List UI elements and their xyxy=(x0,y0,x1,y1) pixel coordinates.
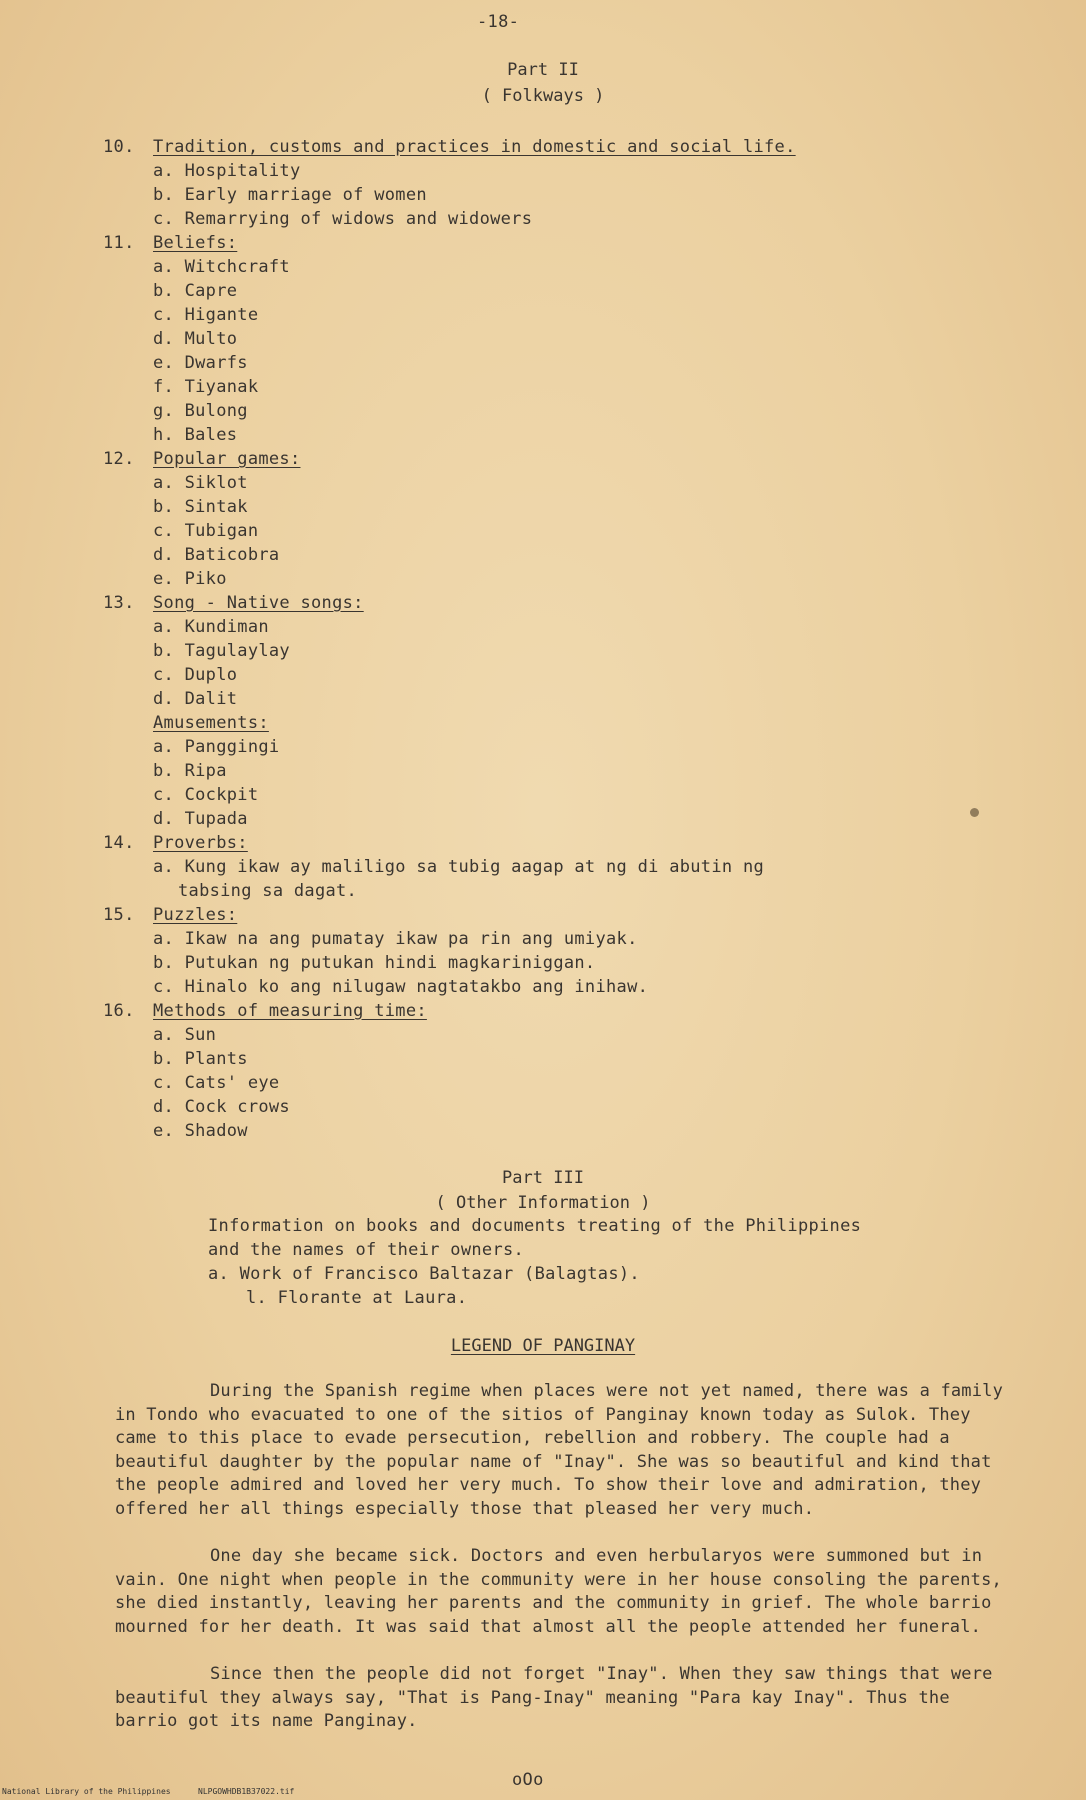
section-16-number: 16. xyxy=(103,1001,135,1021)
list-item: c. Higante xyxy=(153,305,259,325)
list-item: h. Bales xyxy=(153,425,238,445)
part3-intro-line-1: Information on books and documents treating of the Philippines xyxy=(208,1216,862,1236)
section-15-number: 15. xyxy=(103,905,135,925)
list-item: a. Siklot xyxy=(153,473,248,493)
legend-paragraph-1-text: During the Spanish regime when places were not yet named, there was a family in Tondo who evacuated to one of the sitios of Panginay known today as Sulok. They came to this place to evade persecution, rebellion and robbery. The couple had a beautiful daughter by the popular name of "Inay". She was so beautiful and kind that the people admired and loved her very much. To show their love and admiration, they offered her all things especially those that pleased her very much. xyxy=(115,1381,1004,1519)
list-item: b. Plants xyxy=(153,1049,248,1069)
list-item: d. Multo xyxy=(153,329,238,349)
section-14-heading: Proverbs: xyxy=(153,833,248,853)
list-item: a. Panggingi xyxy=(153,737,280,757)
list-item: a. Kundiman xyxy=(153,617,269,637)
list-item: b. Ripa xyxy=(153,761,227,781)
list-item: a. Ikaw na ang pumatay ikaw pa rin ang umiyak. xyxy=(153,929,638,949)
ink-blot xyxy=(970,808,979,817)
list-item: a. Witchcraft xyxy=(153,257,290,277)
list-item: d. Tupada xyxy=(153,809,248,829)
section-12-heading: Popular games: xyxy=(153,449,301,469)
list-item: c. Cockpit xyxy=(153,785,259,805)
part3-item-1: l. Florante at Laura. xyxy=(246,1288,468,1308)
amusements-heading: Amusements: xyxy=(153,713,269,733)
section-16-heading: Methods of measuring time: xyxy=(153,1001,427,1021)
legend-paragraph-2-text: One day she became sick. Doctors and even herbularyos were summoned but in vain. One night when people in the community were in her house consoling the parents, she died instantly, leaving her parents and the community in grief. The whole barrio mourned for her death. It was said that almost all the people attended her funeral. xyxy=(115,1546,1002,1637)
list-item: b. Early marriage of women xyxy=(153,185,427,205)
list-item: a. Kung ikaw ay maliligo sa tubig aagap at ng di abutin ng xyxy=(153,857,765,877)
legend-paragraph-2 xyxy=(115,1545,1015,1639)
section-12-number: 12. xyxy=(103,449,135,469)
section-10-number: 10. xyxy=(103,137,135,157)
list-item: b. Sintak xyxy=(153,497,248,517)
list-item: e. Shadow xyxy=(153,1121,248,1141)
section-15-heading: Puzzles: xyxy=(153,905,238,925)
section-13-heading: Song - Native songs: xyxy=(153,593,364,613)
list-item: tabsing sa dagat. xyxy=(178,881,358,901)
part2-title: Part II xyxy=(507,60,579,80)
legend-title: LEGEND OF PANGINAY xyxy=(450,1336,636,1356)
list-item: a. Sun xyxy=(153,1025,217,1045)
section-10-heading: Tradition, customs and practices in domestic and social life. xyxy=(153,137,796,157)
part2-subtitle: ( Folkways ) xyxy=(481,86,605,106)
list-item: d. Baticobra xyxy=(153,545,280,565)
list-item: f. Tiyanak xyxy=(153,377,259,397)
footer-filename: NLPGOWHDB1B37022.tif xyxy=(198,1787,295,1796)
legend-paragraph-3 xyxy=(115,1663,1015,1734)
section-11-heading: Beliefs: xyxy=(153,233,238,253)
page-number: -18- xyxy=(477,12,520,32)
legend-paragraph-1 xyxy=(115,1380,1015,1522)
list-item: c. Cats' eye xyxy=(153,1073,280,1093)
part3-intro-line-2: and the names of their owners. xyxy=(208,1240,525,1260)
part3-subtitle: ( Other Information ) xyxy=(435,1193,651,1213)
list-item: c. Hinalo ko ang nilugaw nagtatakbo ang inihaw. xyxy=(153,977,649,997)
list-item: a. Hospitality xyxy=(153,161,301,181)
section-14-number: 14. xyxy=(103,833,135,853)
footer-library: National Library of the Philippines xyxy=(2,1787,171,1796)
list-item: b. Capre xyxy=(153,281,238,301)
list-item: c. Duplo xyxy=(153,665,238,685)
section-13-number: 13. xyxy=(103,593,135,613)
list-item: e. Dwarfs xyxy=(153,353,248,373)
list-item: d. Dalit xyxy=(153,689,238,709)
part3-item-a: a. Work of Francisco Baltazar (Balagtas). xyxy=(208,1264,640,1284)
list-item: b. Tagulaylay xyxy=(153,641,290,661)
legend-paragraph-3-text: Since then the people did not forget "Inay". When they saw things that were beautiful they always say, "That is Pang-Inay" meaning "Para kay Inay". Thus the barrio got its name Panginay. xyxy=(115,1664,993,1732)
list-item: b. Putukan ng putukan hindi magkariniggan. xyxy=(153,953,596,973)
list-item: e. Piko xyxy=(153,569,227,589)
end-mark: oOo xyxy=(512,1770,544,1790)
section-11-number: 11. xyxy=(103,233,135,253)
list-item: c. Remarrying of widows and widowers xyxy=(153,209,533,229)
part3-title: Part III xyxy=(502,1168,584,1188)
list-item: g. Bulong xyxy=(153,401,248,421)
list-item: d. Cock crows xyxy=(153,1097,290,1117)
list-item: c. Tubigan xyxy=(153,521,259,541)
